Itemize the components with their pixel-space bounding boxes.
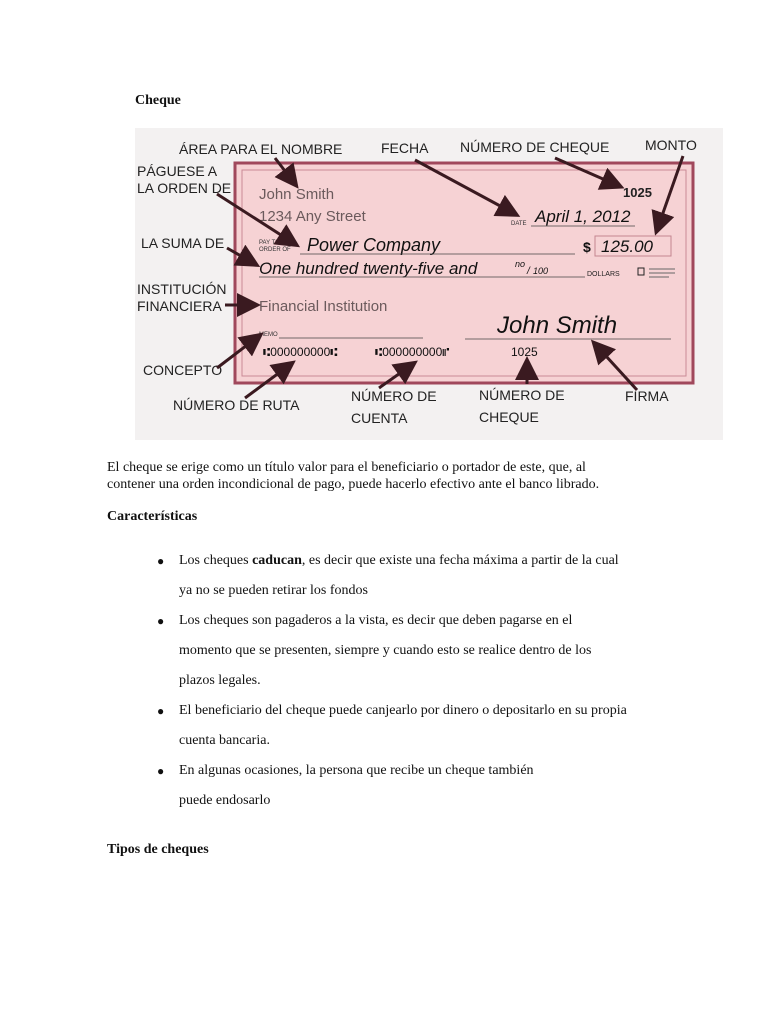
bullet-icon: ● [157,704,165,718]
bullet-1-rest: , es decir que existe una fecha máxima a partir de la cual [301,553,619,568]
label-area-nombre: ÁREA PARA EL NOMBRE [179,141,343,157]
check-amount: 125.00 [601,237,653,256]
check-number-micr: 1025 [511,345,538,359]
bullet-1-line2: ya no se pueden retirar los fondos [179,583,368,598]
list-item [155,696,675,756]
bullet-1-pre: Los cheques [179,553,253,568]
check-payee: Power Company [307,235,441,255]
label-numero-cuenta-2: CUENTA [351,410,408,426]
intro-paragraph [107,459,707,493]
check-number: 1025 [623,185,652,200]
bullet-3-line1: El beneficiario del cheque puede canjearlo por dinero o depositarlo en su propia [179,703,627,718]
bullet-2-line3: plazos legales. [179,673,261,688]
intro-line-1: El cheque se erige como un título valor para el beneficiario o portador de este, que, al [107,460,586,475]
check-payto-line1: PAY TO THE [259,240,294,246]
bullet-icon: ● [157,554,165,568]
label-institucion-2: FINANCIERA [137,298,222,314]
label-la-suma-de: LA SUMA DE [141,235,225,251]
section-heading-characteristics: Características [107,509,198,524]
check-name: John Smith [259,186,335,203]
list-item [155,756,675,816]
label-numero-cheque-b2: CHEQUE [479,409,539,425]
label-institucion-1: INSTITUCIÓN [137,281,227,297]
characteristics-list [155,546,675,816]
label-paguese-2: LA ORDEN DE [137,180,232,196]
check-address: 1234 Any Street [259,208,366,225]
page-title: Cheque [135,93,181,108]
check-institution: Financial Institution [259,298,388,315]
label-numero-cheque-b1: NÚMERO DE [479,387,565,403]
bullet-4-line2: puede endosarlo [179,793,271,808]
check-payto-line2: ORDER OF [259,247,291,253]
check-amount-words: One hundred twenty-five and [259,259,478,278]
fraction-slash: / [527,266,530,277]
check-routing-micr: ⑆000000000⑆ [263,345,338,359]
bullet-2-line1: Los cheques son pagaderos a la vista, es decir que deben pagarse en el [179,613,573,628]
check-account-micr: ⑆000000000⑈ [375,345,450,359]
check-date-label: DATE [511,221,527,227]
bullet-1-bold: caducan [252,553,302,568]
bullet-icon: ● [157,764,165,778]
label-paguese-1: PÁGUESE A [137,163,218,179]
list-item [155,546,675,606]
check-memo-label: MEMO [259,332,278,338]
check-diagram [135,128,723,440]
check-illustration [135,128,723,440]
check-dollars-label: DOLLARS [587,271,620,278]
label-concepto: CONCEPTO [143,362,223,378]
section-heading-types: Tipos de cheques [107,842,209,857]
label-fecha: FECHA [381,140,429,156]
label-numero-cuenta-1: NÚMERO DE [351,388,437,404]
check-cents-num: no [515,259,526,269]
label-numero-cheque-top: NÚMERO DE CHEQUE [460,139,610,155]
intro-line-2: contener una orden incondicional de pago, puede hacerlo efectivo ante el banco librado. [107,477,600,492]
check-date: April 1, 2012 [535,207,631,226]
bullet-2-line2: momento que se presenten, siempre y cuando esto se realice dentro de los [179,643,592,658]
label-numero-ruta: NÚMERO DE RUTA [173,397,300,413]
label-firma: FIRMA [625,388,669,404]
dollar-sign-icon: $ [583,239,591,255]
bullet-icon: ● [157,614,165,628]
list-item [155,606,675,696]
check-signature: John Smith [497,312,618,339]
bullet-3-line2: cuenta bancaria. [179,733,270,748]
label-monto: MONTO [645,137,697,153]
bullet-4-line1: En algunas ocasiones, la persona que recibe un cheque también [179,763,534,778]
check-cents: 100 [533,266,549,276]
